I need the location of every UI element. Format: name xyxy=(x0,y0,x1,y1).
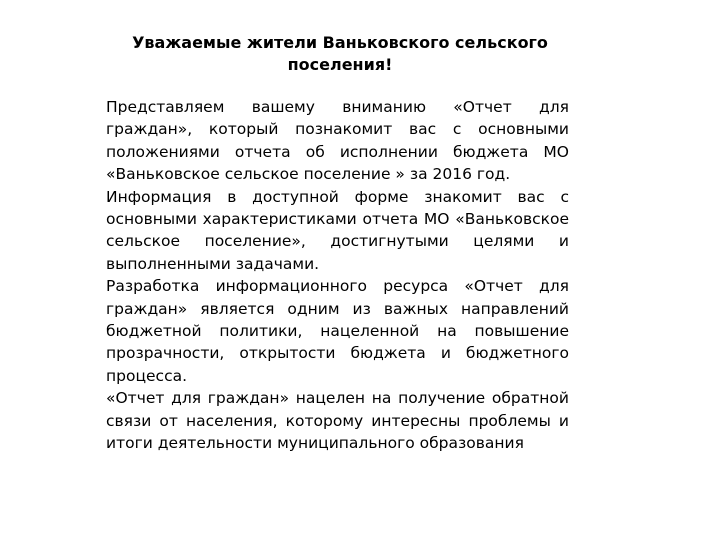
paragraph-intro: Представляем вашему вниманию «Отчет для граждан», который познакомит вас с основными положениями отчета об исполнении бюджета МО «Ваньковское сельское поселение » за 2016 год. xyxy=(106,98,569,184)
paragraph-feedback: «Отчет для граждан» нацелен на получение обратной связи от населения, которому интересны проблемы и итоги деятельности муниципального образования xyxy=(106,389,569,453)
paragraph-development: Разработка информационного ресурса «Отчет для граждан» является одним из важных направлений бюджетной политики, нацеленной на повышение прозрачности, открытости бюджета и бюджетного процесса. xyxy=(106,277,569,385)
page-title: Уважаемые жители Ваньковского сельского поселения! xyxy=(132,33,548,74)
paragraph-information: Информация в доступной форме знакомит вас с основными характеристиками отчета МО «Ваньковское сельское поселение», достигнутыми целями и выполненными задачами. xyxy=(106,187,569,273)
body-text xyxy=(106,96,569,455)
